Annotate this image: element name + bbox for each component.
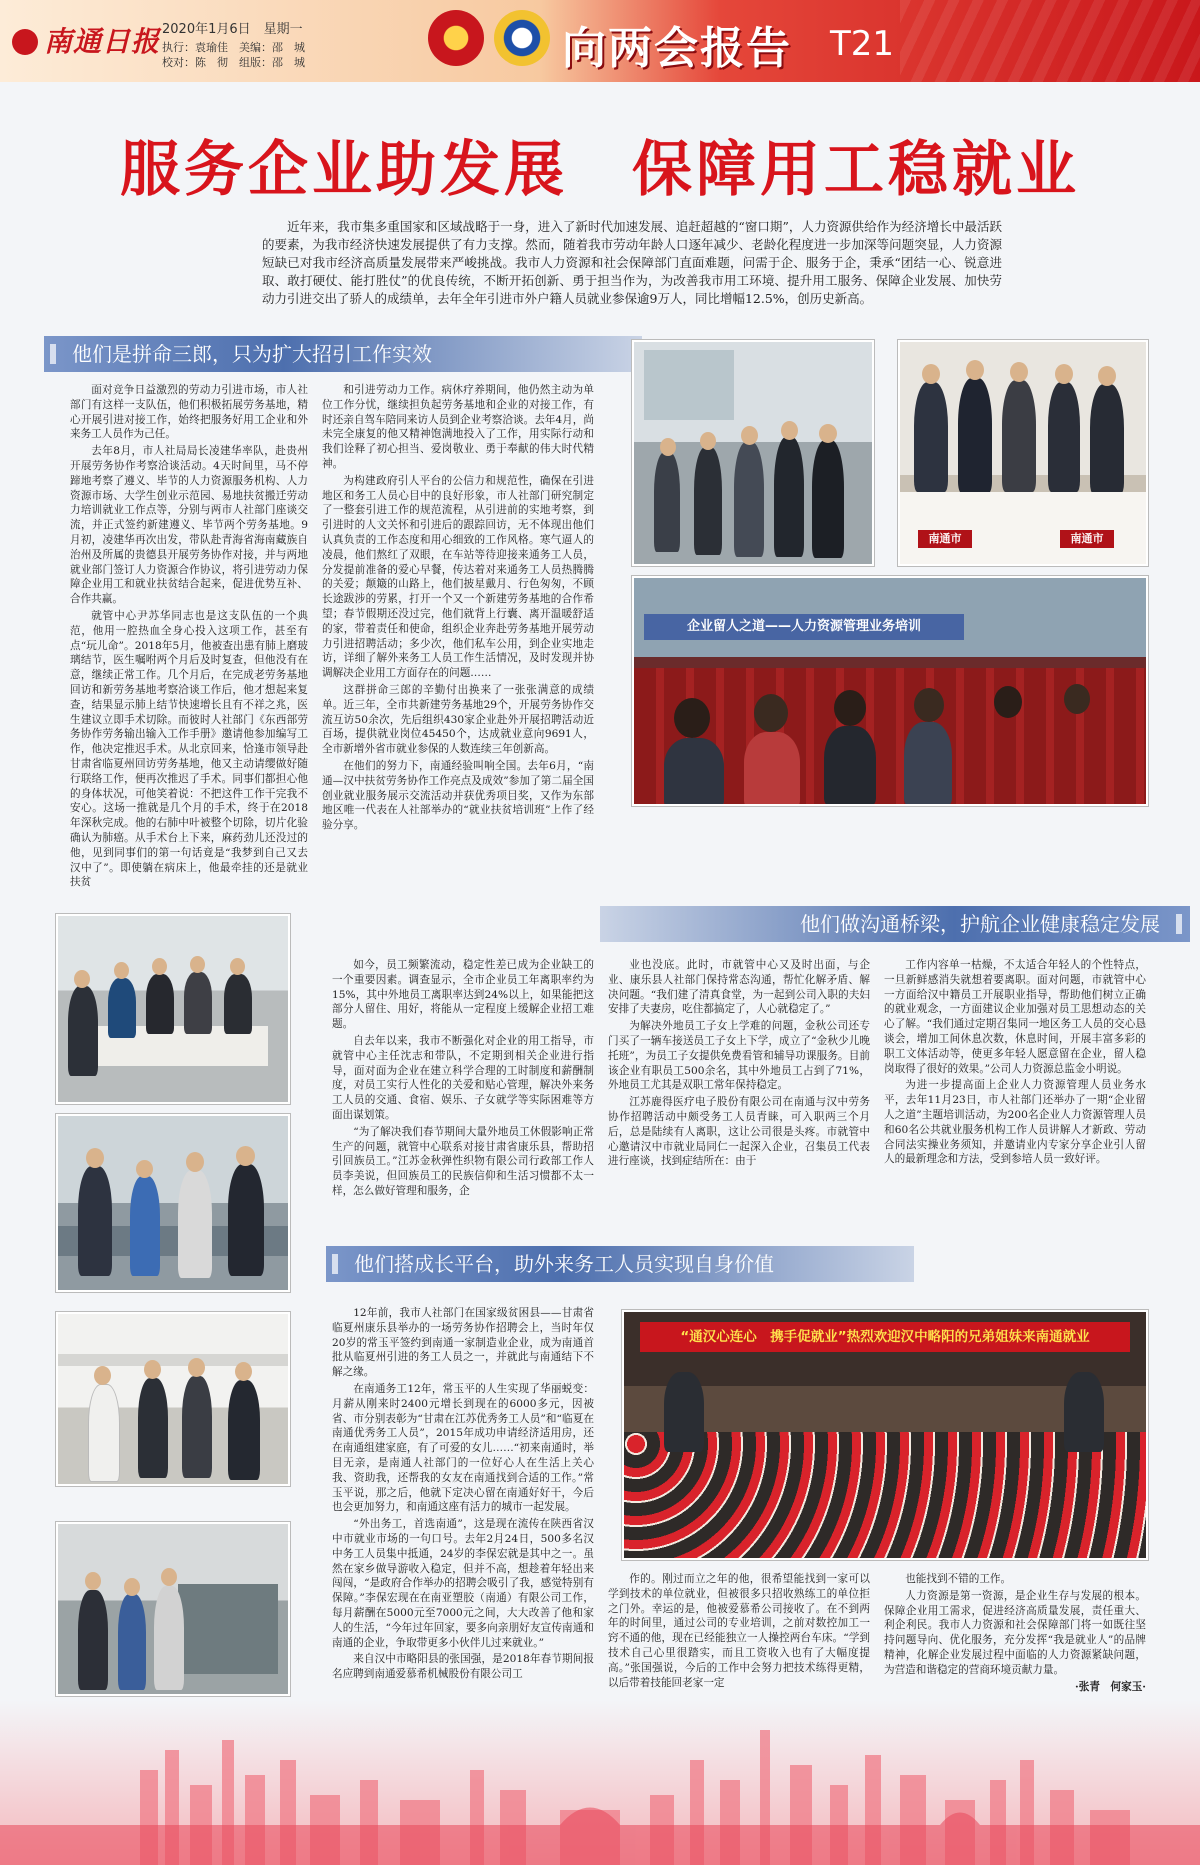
paragraph: 为进一步提高面上企业人力资源管理人员业务水平，去年11月23日，市人社部门还举办了一期“企业留人之道”主题培训活动，为200名企业人力资源管理人员和60名公共就业服务机构工作人员讲解人才新政、劳动合同法实操业务须知，并邀请业内专家分享企业引人留人的最新理念和方法，受到参培人员一致好评。: [884, 1079, 1146, 1166]
section2-column-1: [332, 958, 594, 1201]
paragraph: 江苏鹿得医疗电子股份有限公司在南通与汉中劳务协作招聘活动中颇受务工人员青睐，可入职两三个月后，总是陆续有人离职，这让公司很是头疼。市就管中心邀请汉中市就业局同仁一起深入企业，召集员工代表进行座谈，找到症结所在：由于: [608, 1096, 870, 1168]
masthead: [0, 0, 1200, 82]
paragraph: 这群拼命三郎的辛勤付出换来了一张张满意的成绩单。近三年，全市共新建劳务基地29个，开展劳务协作交流互访50余次，先后组织430家企业赴外开展招聘活动近百场，提供就业岗位45450个，达成就业意向9691人，全市新增外省市就业参保的人数连续三年创新高。: [322, 683, 594, 756]
paragraph: 自去年以来，我市不断强化对企业的用工指导，市就管中心主任沈志和带队，不定期到相关企业进行指导，面对面为企业在建立科学合理的工时制度和薪酬制度，对员工实行人性化的关爱和贴心管理，解决外来务工人员的交通、食宿、娱乐、子女就学等实际困难等方面出谋划策。: [332, 1034, 594, 1121]
paragraph: 12年前，我市人社部门在国家级贫困县——甘肃省临夏州康乐县举办的一场劳务协作招聘会上，当时年仅20岁的常玉平签约到南通一家制造业企业，成为南通首批从临夏州引进的务工人员之一，并就此与南通结下不解之缘。: [332, 1307, 594, 1379]
paragraph: 来自汉中市略阳县的张国强，是2018年春节期间报名应聘到南通爱慕希机械股份有限公司工: [332, 1653, 594, 1681]
photo-signing-ceremony: [898, 340, 1148, 566]
section2-column-3: [884, 958, 1146, 1169]
paragraph: “为了解决我们春节期间大量外地员工休假影响正常生产的问题，就管中心联系对接甘肃省康乐县，帮助招引回族员工。”江苏金秋弹性织物有限公司行政部工作人员李美说，但回族员工的民族信仰和生活习惯都不太一样，怎么做好管理和服务，企: [332, 1125, 594, 1197]
logo-text: 南通日报: [44, 25, 161, 58]
paragraph: 面对竞争日益激烈的劳动力引进市场，市人社部门有这样一支队伍，他们积极拓展劳务基地，精心开展引进对接工作，始终把服务好用工企业和外来务工人员作为己任。: [70, 384, 308, 441]
paragraph: 人力资源是第一资源，是企业生存与发展的根本。保障企业用工需求，促进经济高质量发展，责任重大、利企利民。我市人力资源和社会保障部门将一如既往坚持问题导向、优化服务，充分发挥“我是就业人”的品牌精神，化解企业发展过程中面临的人力资源紧缺问题，为营造和谐稳定的营商环境贡献力量。: [884, 1589, 1146, 1676]
section3-column-2: [608, 1572, 870, 1692]
staff-line-1: 执行：袁瑜佳 美编：邵 城: [162, 41, 305, 54]
paragraph: 和引进劳动力工作。病休疗养期间，他仍然主动为单位工作分忧，继续担负起劳务基地和企业的对接工作，有时还亲自驾车陪同来访人员到企业考察洽谈。去年4月，尚未完全康复的他又精神饱满地投入了工作，用实际行动和我们诠释了初心担当、爱岗敬业、勇于奉献的伟大时代精神。: [322, 384, 594, 470]
section3-title: 他们搭成长平台，助外来务工人员实现自身价值: [354, 1252, 774, 1276]
paragraph: 为解决外地员工子女上学难的问题，金秋公司还专门买了一辆车接送员工子女上下学，成立了“金秋少儿晚托班”，为员工子女提供免费看管和辅导功课服务。目前该企业有职员工500余名，其中外地员工占到了71%，外地员工尤其是双职工常年保持稳定。: [608, 1020, 870, 1092]
training-banner: 企业留人之道——人力资源管理业务培训: [644, 614, 964, 640]
city-skyline-illustration: [0, 1700, 1200, 1865]
paragraph: 也能找到不错的工作。: [905, 1573, 1012, 1585]
section2-banner: [600, 906, 1190, 942]
section1-banner: [44, 336, 642, 372]
newspaper-logo: [12, 20, 160, 60]
logo-emblem-icon: [12, 29, 38, 55]
welcome-banner: “通汉心连心 携手促就业”热烈欢迎汉中略阳的兄弟姐妹来南通就业: [640, 1322, 1130, 1352]
photo-site-visit: [632, 340, 874, 566]
paragraph: 如今，员工频繁流动，稳定性差已成为企业缺工的一个重要因素。调查显示，全市企业员工年离职率约为15%，其中外地员工离职率达到24%以上，如果能把这部分人留住、用好，将能从一定程度上缓解企业招工难题。: [332, 959, 594, 1031]
photo-workshop-visit: [56, 1114, 290, 1292]
masthead-rays: [900, 0, 1200, 82]
section3-column-3: [884, 1572, 1146, 1696]
section-title: 向两会报告: [562, 23, 792, 74]
photo-training-session: [632, 576, 1148, 806]
paragraph: 去年8月，市人社局局长凌建华率队，赴贵州开展劳务协作考察洽谈活动。4天时间里，马不停蹄地考察了遵义、毕节的人力资源服务机构、人力资源市场、大学生创业示范园、易地扶贫搬迁劳动力培训就业工作点等，分别与两市人社部门座谈交流，并正式签约新建遵义、毕节两个劳务基地。9月初，凌建华再次出发，带队赴青海省海南藏族自治州及所属的贵德县开展劳务协作对接，并与两地就业部门签订人力资源合作协议，将引进劳动力保障企业用工和就业扶贫结合起来，促进优势互补、合作共赢。: [70, 445, 308, 606]
section3-column-1: [332, 1306, 594, 1684]
paragraph: 为构建政府引人平台的公信力和规范性，确保在引进地区和务工人员心目中的良好形象，市人社部门研究制定了一整套引进工作的规范流程，从引进前的实地考察，到引进时的人文关怀和引进后的跟踪回访，无不体现出他们认真负责的工作态度和用心细致的工作风格。寒气逼人的凌晨，他们熬红了双眼，在车站等待迎接来通务工人员，分发提前准备的爱心早餐，传达着对来通务工人员热腾腾的关爱；颠簸的山路上，他们披星戴月、行色匆匆，不顾长途跋涉的劳累，打开一个又一个新建劳务基地的合作希望；春节假期还没过完，他们就背上行囊、离开温暖舒适的家，带着责任和使命，组织企业奔赴劳务基地开展劳动力引进招聘活动；多少次，他们私车公用，到企业实地走访，详细了解外来务工人员工作生活情况，及时发现并协调解决企业用工方面存在的问题……: [322, 474, 594, 680]
page-headline: 服务企业助发展 保障用工稳就业: [120, 135, 1080, 205]
paragraph: 在南通务工12年，常玉平的人生实现了华丽蜕变：月薪从刚来时2400元增长到现在的6000多元，因被省、市分别表彰为“甘肃在江苏优秀务工人员”和“临夏在南通优秀务工人员”，2015年成功申请经济适用房，还在南通组建家庭，有了可爱的女儿……“初来南通时，举目无亲，是南通人社部门的一位好心人在生活上关心我、资助我，还帮我的女友在南通找到合适的工作。”常玉平说，那之后，他就下定决心留在南通好好干，今后也会更加努力，和南通这座有活力的城市一起发展。: [332, 1382, 594, 1514]
section1-column-2: [322, 383, 594, 835]
staff-line-2: 校对：陈 彻 组版：邵 城: [162, 56, 305, 69]
lead-paragraph: 近年来，我市集多重国家和区域战略于一身，进入了新时代加速发展、追赶超越的“窗口期”，人力资源供给作为经济增长中最活跃的要素，为我市经济快速发展提供了有力支撑。然而，随着我市劳动年龄人口逐年减少、老龄化程度进一步加深等问题突显，人力资源短缺已对我市经济高质量发展带来严峻挑战。我市人力资源和社会保障部门直面难题，问需于企、服务于企，秉承“团结一心、锐意进取、敢打硬仗、能打胜仗”的优良传统，不断开拓创新、勇于担当作为，为改善我市用工环境、提升用工服务、保障企业发展、加快劳动力引进交出了骄人的成绩单，去年全年引进市外户籍人员就业参保逾9万人，同比增幅12.5%，创历史新高。: [262, 219, 1002, 306]
national-emblem-icon: [428, 10, 484, 66]
paragraph: “外出务工，首选南通”，这是现在流传在陕西省汉中市就业市场的一句口号。去年2月24日，500多名汉中务工人员集中抵通，24岁的李保宏就是其中之一。虽然在家乡做导游收入稳定，但并不高，想趁着年轻出来闯闯，“是政府合作举办的招聘会吸引了我，感觉特别有保障。”李保宏现在在南亚塑胶（南通）有限公司工作，每月薪酬在5000元至7000元之间，大大改善了他和家人的生活，“今年过年回家，要多向亲朋好友宣传南通和南通的企业，争取带更多小伙伴儿过来就业。”: [332, 1518, 594, 1649]
nameplate-1: 南通市: [918, 530, 972, 548]
nameplate-2: 南通市: [1060, 530, 1114, 548]
section2-column-2: [608, 958, 870, 1171]
section2-title: 他们做沟通桥梁，护航企业健康稳定发展: [800, 912, 1160, 936]
paragraph: 作的。刚过而立之年的他，很希望能找到一家可以学到技术的单位就业，但被很多只招收熟练工的单位拒之门外。幸运的是，他被爱慕希公司接收了。在不到两年的时间里，通过公司的专业培训，之前对数控加工一窍不通的他，现在已经能独立一人操控两台车床。“学到技术自己心里很踏实，而且工资收入也有了大幅度提高。”张国强说，今后的工作中会努力把技术练得更精，以后带着技能回老家一定: [608, 1573, 870, 1689]
staff-credits: [162, 40, 305, 70]
paragraph: 就管中心尹苏华同志也是这支队伍的一个典范，他用一腔热血全身心投入这项工作，甚至有点“玩儿命”。2018年5月，他被查出患有肺上磨玻璃结节，医生嘱咐两个月后及时复查，但他没有在意，继续正常工作。几个月后，在完成老劳务基地回访和新劳务基地考察洽谈工作后，他才想起来复查，结果显示肺上结节快速增长且有不祥之兆，医生建议立即手术切除。而彼时人社部门《东西部劳务协作劳务输出输入工作手册》邀请他参加编写工作，他决定推迟手术。从北京回来，恰逢市领导赴甘肃省临夏州回访劳务基地，他又主动请缨做好随行联络工作，便再次推迟了手术。同事们都担心他的身体状况，可他笑着说：不把这件工作干完我不安心。这场一推就是几个月的手术，终于在2018年深秋完成。他的右肺中叶被整个切除，切片化验确认为肺癌。从手术台上下来，麻药劲儿还没过的他，见到同事们的第一句话竟是“我梦到自己又去汉中了”。即使躺在病床上，他最牵挂的还是就业扶贫: [70, 609, 308, 889]
section1-column-1: [70, 383, 308, 892]
section1-title: 他们是拼命三郎，只为扩大招引工作实效: [72, 342, 432, 366]
photo-machine-workshop: [56, 1522, 290, 1696]
photo-enterprise-meeting: [56, 914, 290, 1104]
issue-date: 2020年1月6日 星期一: [162, 22, 303, 37]
paragraph: 业也没底。此时，市就管中心又及时出面，与企业、康乐县人社部门保持常态沟通，帮忙化解矛盾、解决问题。“我们建了清真食堂，为一起到公司入职的夫妇安排了夫妻房，吃住都搞定了，人心就稳定了。”: [608, 959, 870, 1016]
page-number: T21: [830, 24, 895, 64]
paragraph: 在他们的努力下，南通经验叫响全国。去年6月，“南通—汉中扶贫劳务协作工作亮点及成效”参加了第二届全国创业就业服务展示交流活动并获优秀项目奖，又作为东部地区唯一代表在人社部举办的“就业扶贫培训班”上作了经验分享。: [322, 759, 594, 832]
photo-welcome-workers: [622, 1310, 1148, 1560]
author-signature: ·张青 何家玉·: [1075, 1680, 1146, 1693]
cppcc-emblem-icon: [494, 10, 550, 66]
photo-factory-floor: [56, 1312, 290, 1486]
section3-banner: [326, 1246, 914, 1282]
paragraph: 工作内容单一枯燥，不太适合年轻人的个性特点，一旦新鲜感消失就想着要离职。面对问题，市就管中心一方面给汉中籍员工开展职业指导，帮助他们树立正确的就业观念，一方面建议企业加强对员工思想动态的关心了解。“我们通过定期召集同一地区务工人员的交心恳谈会，增加工间休息次数，休息时间，开展丰富多彩的职工文体活动等，使更多年轻人愿意留在企业，留人稳岗取得了很好的效果。”公司人力资源总监金小明说。: [884, 959, 1146, 1075]
